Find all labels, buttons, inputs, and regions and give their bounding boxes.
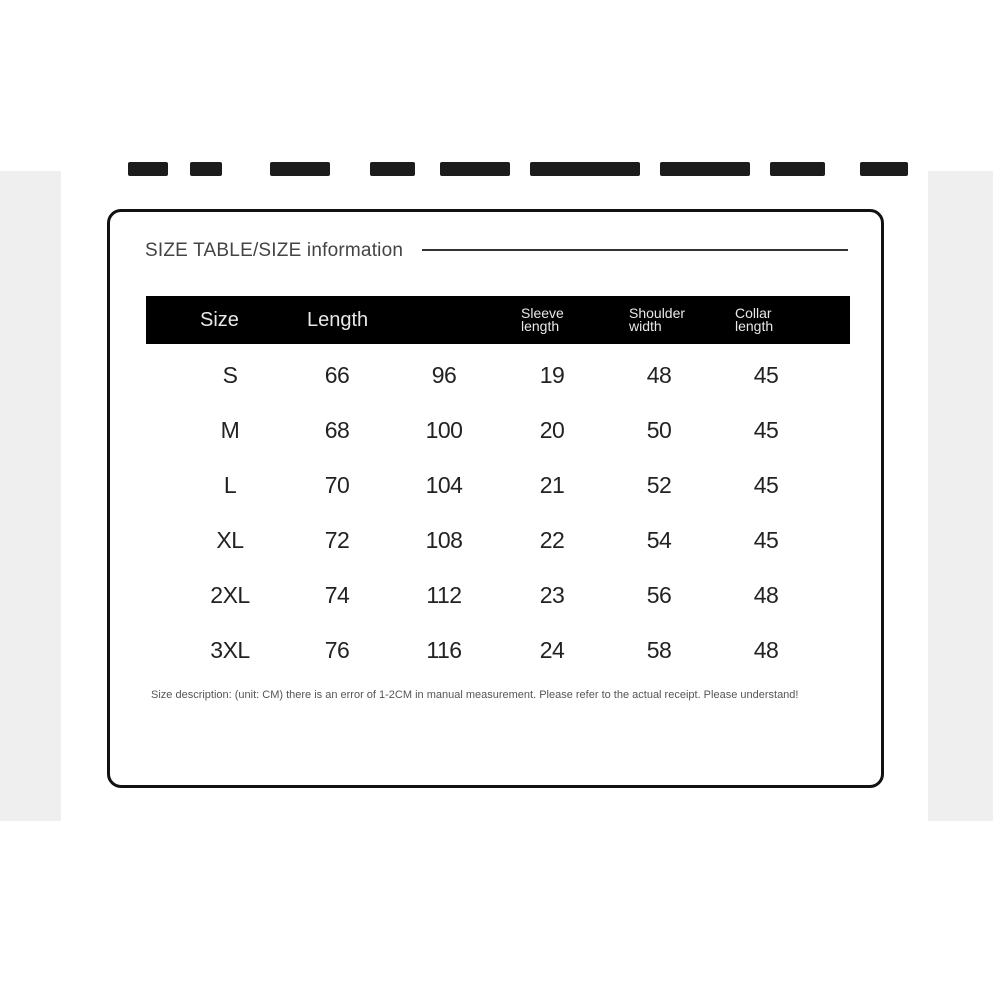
cell-length: 70 — [324, 472, 350, 498]
header-size: Size — [200, 308, 239, 331]
header-collar-line1: Collar — [735, 305, 772, 321]
cell-size: 2XL — [210, 582, 250, 608]
cell-collar: 45 — [753, 362, 779, 388]
cell-size: S — [222, 362, 238, 388]
header-sleeve-length — [521, 296, 564, 344]
table-row — [146, 575, 850, 615]
cell-size: L — [223, 472, 237, 498]
cell-sleeve: 22 — [539, 527, 565, 553]
cell-collar: 45 — [753, 417, 779, 443]
cropped-title-strip — [120, 162, 910, 176]
cell-size: M — [220, 417, 240, 443]
cell-sleeve: 23 — [539, 582, 565, 608]
cell-bust: 116 — [426, 637, 462, 663]
cell-bust: 112 — [426, 582, 462, 608]
heading-divider — [422, 249, 848, 251]
cell-length: 76 — [324, 637, 350, 663]
cell-bust: 108 — [425, 527, 463, 553]
size-table-heading: SIZE TABLE/SIZE information — [145, 240, 404, 261]
table-row — [146, 465, 850, 505]
cell-shoulder: 54 — [646, 527, 672, 553]
cell-length: 68 — [324, 417, 350, 443]
table-row — [146, 355, 850, 395]
table-row — [146, 410, 850, 450]
cell-sleeve: 21 — [539, 472, 565, 498]
table-row — [146, 630, 850, 670]
cell-sleeve: 20 — [539, 417, 565, 443]
cell-bust: 96 — [431, 362, 457, 388]
cell-collar: 48 — [753, 582, 779, 608]
header-sleeve-line2: length — [521, 318, 560, 334]
table-row — [146, 520, 850, 560]
cell-collar: 48 — [753, 637, 779, 663]
cell-bust: 100 — [425, 417, 463, 443]
cell-collar: 45 — [753, 527, 779, 553]
header-shoulder-line2: width — [629, 318, 662, 334]
cell-sleeve: 24 — [539, 637, 565, 663]
cell-sleeve: 19 — [539, 362, 565, 388]
header-collar-line2: length — [735, 318, 774, 334]
header-shoulder-line1: Shoulder — [629, 305, 686, 321]
cell-shoulder: 58 — [646, 637, 672, 663]
cell-bust: 104 — [425, 472, 463, 498]
table-header — [146, 296, 850, 344]
header-collar-length — [735, 296, 773, 344]
cell-length: 66 — [324, 362, 350, 388]
cell-collar: 45 — [753, 472, 779, 498]
cell-size: XL — [216, 527, 244, 553]
cell-size: 3XL — [210, 637, 250, 663]
size-note: Size description: (unit: CM) there is an error of 1-2CM in manual measurement. Please refer to the actual receipt. Please understand! — [151, 689, 799, 701]
header-sleeve-line1: Sleeve — [521, 305, 564, 321]
cell-length: 74 — [324, 582, 350, 608]
cell-shoulder: 52 — [646, 472, 672, 498]
header-shoulder-width — [629, 296, 685, 344]
header-length: Length — [307, 308, 369, 331]
cell-length: 72 — [324, 527, 350, 553]
cell-shoulder: 48 — [646, 362, 672, 388]
cell-shoulder: 56 — [646, 582, 672, 608]
cell-shoulder: 50 — [646, 417, 672, 443]
